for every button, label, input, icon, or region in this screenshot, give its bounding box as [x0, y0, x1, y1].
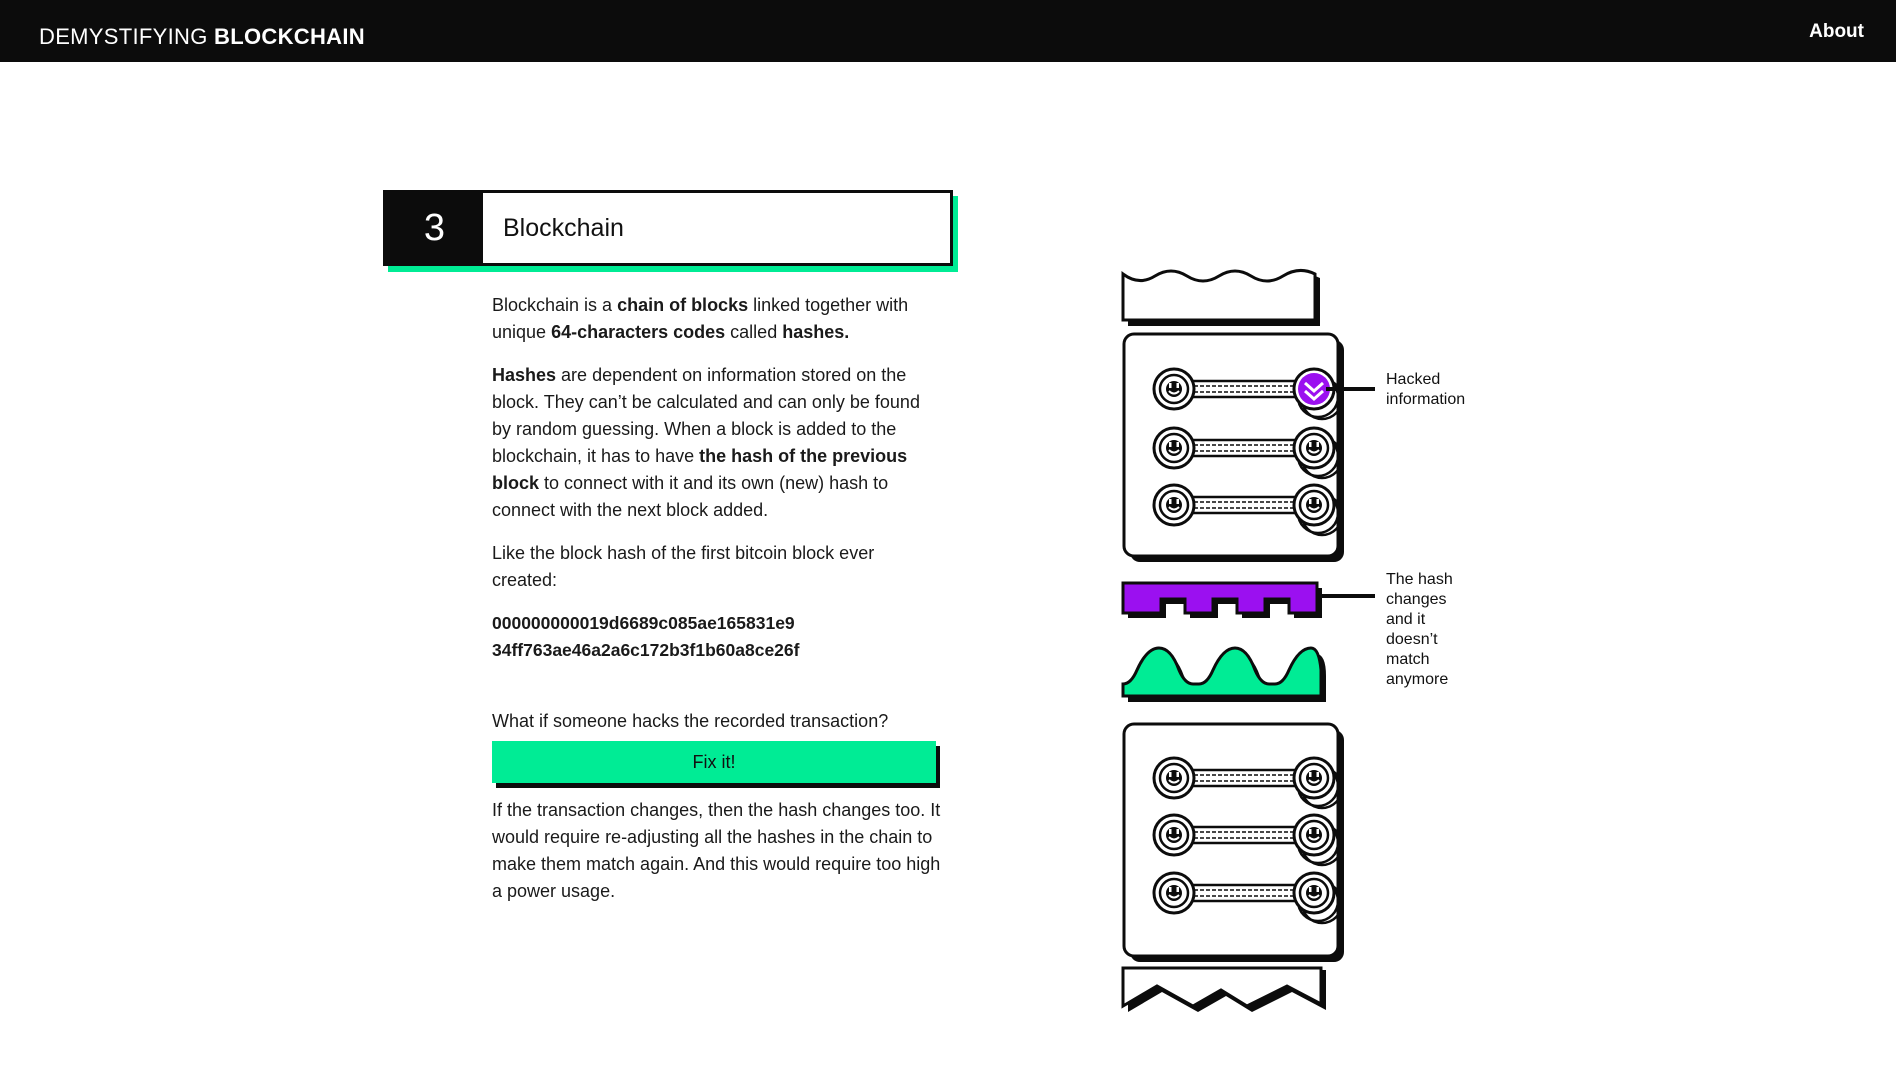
- connector-green-wavy: [1123, 648, 1326, 702]
- emphasis-text: 64-characters codes: [551, 322, 726, 342]
- step-header: [383, 190, 953, 266]
- top-navbar: [0, 0, 1896, 62]
- block-bottom: [1124, 724, 1344, 962]
- about-link[interactable]: About: [1809, 21, 1864, 42]
- label-hash-changes: [1386, 570, 1453, 690]
- step-title: Blockchain: [503, 213, 624, 242]
- genesis-hash-line-2: 34ff763ae46a2a6c172b3f1b60a8ce26f: [492, 640, 800, 660]
- paragraph-first-block: Like the block hash of the first bitcoin block ever created:: [492, 543, 875, 590]
- emphasis-text: the hash of the previous block: [492, 446, 908, 493]
- emphasis-text: Hashes: [492, 365, 557, 385]
- paragraph-intro: [492, 292, 942, 346]
- question-text: What if someone hacks the recorded transaction?: [492, 711, 889, 731]
- label-hacked-line: information: [1386, 391, 1466, 408]
- block-top-wavy: [1123, 270, 1320, 326]
- emphasis-text: hashes.: [782, 322, 850, 342]
- blockchain-diagram: [1120, 268, 1520, 1018]
- brand-bold-text: BLOCKCHAIN: [214, 24, 365, 49]
- block-hacked: [1124, 334, 1344, 562]
- body-text: linked together with unique: [492, 295, 909, 342]
- body-text: Blockchain is a: [492, 295, 618, 315]
- explanation-text: [492, 292, 942, 921]
- label-hash-line: The hash: [1386, 571, 1453, 588]
- block-bottom-zigzag: [1123, 968, 1326, 1012]
- label-hash-line: match: [1386, 651, 1430, 668]
- label-hash-line: anymore: [1386, 671, 1449, 688]
- brand-light-text: DEMYSTIFYING: [39, 24, 208, 49]
- label-hacked-line: Hacked: [1386, 371, 1441, 388]
- connector-purple-broken: [1123, 583, 1322, 618]
- label-hash-line: doesn’t: [1386, 631, 1438, 648]
- label-hash-line: changes: [1386, 591, 1447, 608]
- label-hash-line: and it: [1386, 611, 1426, 628]
- paragraph-hashes: [492, 362, 942, 524]
- site-logo[interactable]: [39, 24, 365, 50]
- fix-it-button[interactable]: Fix it!: [492, 741, 936, 783]
- body-text: called: [725, 322, 783, 342]
- body-text: are dependent on information stored on the block. They can’t be calculated and can only be found by random guessing. When a block is added to the blockchain, it has to have: [492, 365, 920, 466]
- step-header-box: [383, 190, 953, 266]
- emphasis-text: chain of blocks: [617, 295, 749, 315]
- step-number: 3: [386, 193, 483, 263]
- genesis-hash-line-1: 000000000019d6689c085ae165831e9: [492, 613, 795, 633]
- fix-button-wrapper: [492, 741, 938, 785]
- genesis-hash: [492, 610, 942, 664]
- paragraph-consequence: If the transaction changes, then the hash changes too. It would require re-adjusting all the hashes in the chain to make them match again. And this would require too high a power usage.: [492, 800, 941, 901]
- label-hacked-information: [1386, 370, 1465, 410]
- body-text: to connect with it and its own (new) hash to connect with the next block added.: [492, 473, 889, 520]
